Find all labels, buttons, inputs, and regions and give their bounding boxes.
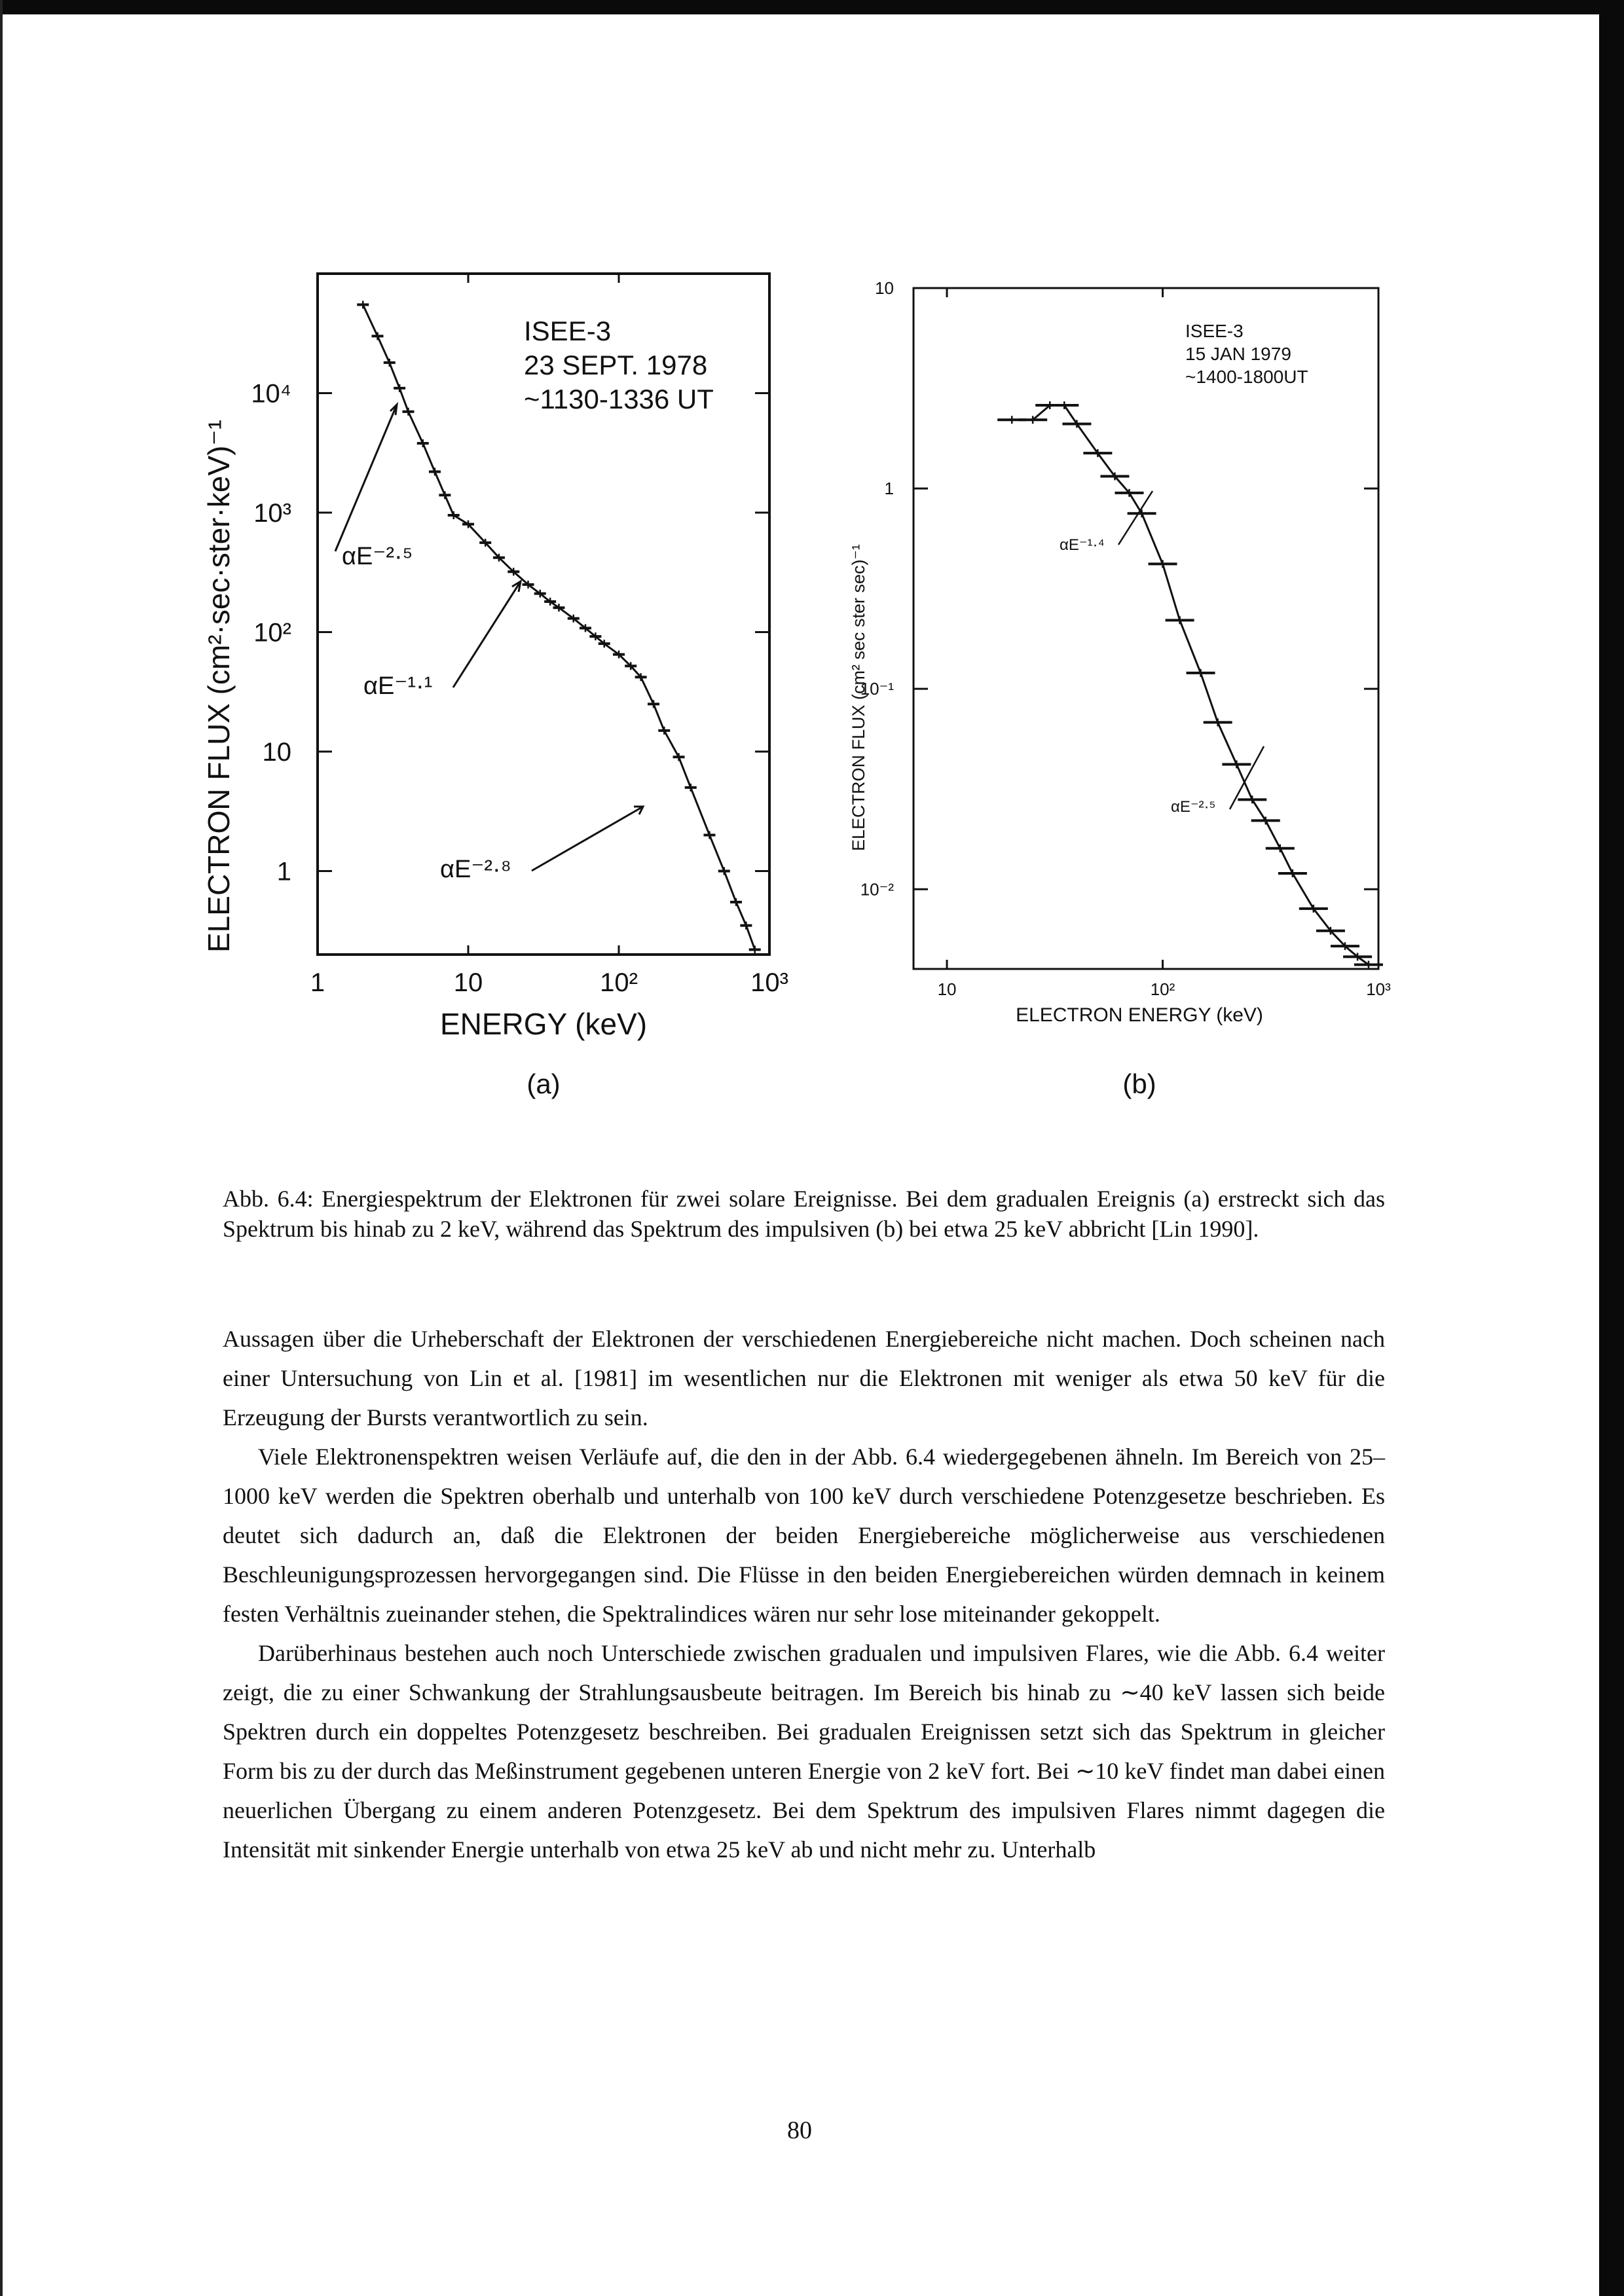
panel-a-pointer-2	[453, 581, 521, 687]
x-tick-label: 10³	[1366, 979, 1391, 999]
panel-b-annotation-line-1: ISEE-3	[1185, 321, 1244, 341]
x-tick-label: 10³	[750, 968, 788, 997]
panel-a-powerlaw-label-1: αE⁻²·⁵	[342, 543, 413, 570]
panel-b-powerlaw-label-1: αE⁻¹·⁴	[1060, 536, 1105, 554]
panel-a-pointer-1	[335, 405, 397, 551]
panel-b-annotation-line-2: 15 JAN 1979	[1185, 344, 1291, 364]
paragraph: Viele Elektronenspektren weisen Verläufe auf, die den in der Abb. 6.4 wiedergegebenen ähneln. Im Bereich von 25–1000 keV werden die Spektren oberhalb und unterhalb von 100 keV durch verschiedene Potenzgesetze beschrieben. Es deutet sich dadurch an, daß die Elektronen der beiden Energiebereiche möglicherweise aus verschiedenen Beschleunigungsprozessen hervorgegangen sind. Die Flüsse in den beiden Energiebereichen würden demnach in keinem festen Verhältnis zueinander stehen, die Spektralindices wären nur sehr lose miteinander gekoppelt.	[223, 1444, 1385, 1627]
panel-b-powerlaw-label-2: αE⁻²·⁵	[1171, 798, 1216, 816]
panel-a-y-axis-label: ELECTRON FLUX (cm²·sec·ster·keV)⁻¹	[202, 420, 236, 953]
panel-b-frame	[913, 288, 1378, 969]
scan-top-border	[0, 0, 1624, 14]
y-tick-label: 10	[262, 737, 291, 767]
panel-a-x-ticks	[310, 274, 788, 997]
panel-a-pointer-3	[532, 807, 643, 871]
x-tick-label: 1	[310, 968, 325, 997]
paragraph: Darüberhinaus bestehen auch noch Unterschiede zwischen gradualen und impulsiven Flares, wie die Abb. 6.4 weiter zeigt, die zu einer Schwankung der Strahlungsausbeute beitragen. Im Bereich bis hinab zu ∼40 keV lassen sich beide Spektren durch ein doppeltes Potenzgesetz beschreiben. Bei gradualen Ereignissen setzt sich das Spektrum in gleicher Form bis zu der durch das Meßinstrument gegebenen unteren Energie von 2 keV fort. Bei ∼10 keV findet man dabei einen neuerlichen Übergang zu einem anderen Potenzgesetz. Bei dem Spektrum des impulsiven Flares nimmt dagegen die Intensität mit sinkender Energie unterhalb von etwa 25 keV ab und nicht mehr zu. Unterhalb	[223, 1640, 1385, 1863]
x-tick-label: 10²	[1150, 979, 1175, 999]
panel-a-powerlaw-label-2: αE⁻¹·¹	[363, 672, 433, 700]
panel-b-data-marks	[997, 401, 1383, 968]
body-text	[223, 1319, 1385, 1869]
y-tick-label: 10⁴	[251, 379, 291, 409]
figure-canvas	[196, 249, 1441, 1120]
y-tick-label: 1	[276, 857, 291, 886]
x-tick-label: 10²	[600, 968, 638, 997]
figure-caption: Abb. 6.4: Energiespektrum der Elektronen für zwei solare Ereignisse. Bei dem gradualen Ereignis (a) erstreckt sich das Spektrum bis hinab zu 2 keV, während das Spektrum des impulsiven (b) bei etwa 25 keV abbricht [Lin 1990].	[223, 1186, 1385, 1242]
page-number: 80	[787, 2117, 812, 2144]
panel-b-x-ticks	[938, 288, 1392, 999]
series-line	[1012, 405, 1369, 964]
y-tick-label: 10²	[253, 618, 291, 647]
y-tick-label: 10³	[253, 498, 291, 528]
x-tick-label: 10	[453, 968, 483, 997]
panel-a-x-axis-label: ENERGY (keV)	[439, 1007, 648, 1041]
y-tick-label: 1	[884, 479, 894, 499]
panel-b-pointer-1	[1118, 491, 1153, 545]
panel-a-y-ticks	[251, 379, 769, 886]
y-tick-label: 10⁻¹	[860, 679, 894, 699]
scan-right-border	[1599, 0, 1624, 2296]
panel-b-y-axis-label: ELECTRON FLUX (cm² sec ster sec)⁻¹	[849, 544, 868, 851]
paragraph: Aussagen über die Urheberschaft der Elektronen der verschiedenen Energiebereiche nicht machen. Doch scheinen nach einer Untersuchung von Lin et al. [1981] im wesentlichen nur die Elektronen mit weniger als etwa 50 keV für die Erzeugung der Bursts verantwortlich zu sein.	[223, 1326, 1385, 1430]
panel-a-annotation-line-3: ~1130-1336 UT	[524, 384, 714, 414]
panel-a	[202, 274, 788, 1099]
figure-6-4	[196, 249, 1441, 1120]
panel-b-label: (b)	[1122, 1068, 1156, 1099]
panel-b-annotation-line-3: ~1400-1800UT	[1185, 367, 1308, 387]
panel-a-powerlaw-label-3: αE⁻²·⁸	[440, 856, 511, 883]
x-tick-label: 10	[937, 979, 957, 999]
scan-left-edge	[0, 0, 3, 2296]
y-tick-label: 10	[875, 278, 894, 299]
panel-b	[849, 278, 1391, 1099]
panel-a-annotation-line-2: 23 SEPT. 1978	[524, 350, 708, 380]
panel-a-annotation-line-1: ISEE-3	[524, 316, 612, 346]
y-tick-label: 10⁻²	[860, 879, 894, 900]
panel-a-label: (a)	[526, 1068, 561, 1099]
panel-b-x-axis-label: ELECTRON ENERGY (keV)	[1016, 1004, 1263, 1026]
